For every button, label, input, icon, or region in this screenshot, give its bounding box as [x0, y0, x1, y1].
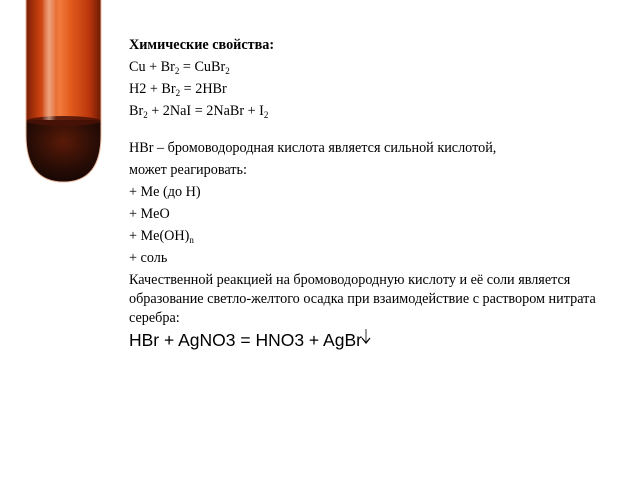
test-tube-graphic — [12, 0, 115, 190]
heading: Химические свойства: — [129, 37, 275, 53]
final-equation-text: HBr + AgNO3 = HNO3 + AgBr — [129, 330, 362, 350]
reaction-1-left: Cu + Br — [129, 59, 175, 75]
list-item-1: + Me (до H) — [129, 184, 201, 200]
reaction-2-subscript: 2 — [175, 88, 181, 98]
reaction-3-subscript-2: 2 — [263, 110, 269, 120]
reaction-2-left: H2 + Br — [129, 81, 176, 97]
reaction-1-subscript-1: 2 — [174, 66, 180, 76]
reaction-2-right: = 2HBr — [180, 81, 227, 97]
list-item-3-subscript: n — [189, 235, 194, 245]
reaction-1-subscript-2: 2 — [225, 66, 230, 76]
hbr-intro-line-1: HBr – бромоводородная кислота является сильной кислотой, — [129, 140, 497, 156]
down-arrow-icon — [362, 334, 372, 348]
list-item-3-main: + Me(OH) — [129, 228, 190, 244]
reaction-2 — [129, 78, 629, 100]
reaction-3 — [129, 100, 629, 122]
reaction-3-left: Br — [129, 103, 144, 119]
hbr-intro-line-2: может реагировать: — [129, 162, 247, 178]
qualitative-reaction-text: Качественной реакцией на бромоводородную кислоту и её соли является образование светло-желтого осадка при взаимодействие с раствором нитрата серебра: — [129, 272, 596, 326]
list-item-2: + MeO — [129, 206, 170, 222]
test-tube-image — [12, 0, 115, 190]
reaction-1-right: = CuBr — [179, 59, 226, 75]
list-item-4: + соль — [129, 250, 168, 266]
reaction-1 — [129, 56, 629, 78]
final-equation — [129, 328, 629, 352]
reaction-3-right: + 2NaI = 2NaBr + I — [147, 103, 264, 119]
spacer — [129, 122, 629, 137]
list-item-3 — [129, 225, 629, 247]
content-text — [129, 34, 629, 352]
reaction-3-subscript-1: 2 — [143, 110, 148, 120]
